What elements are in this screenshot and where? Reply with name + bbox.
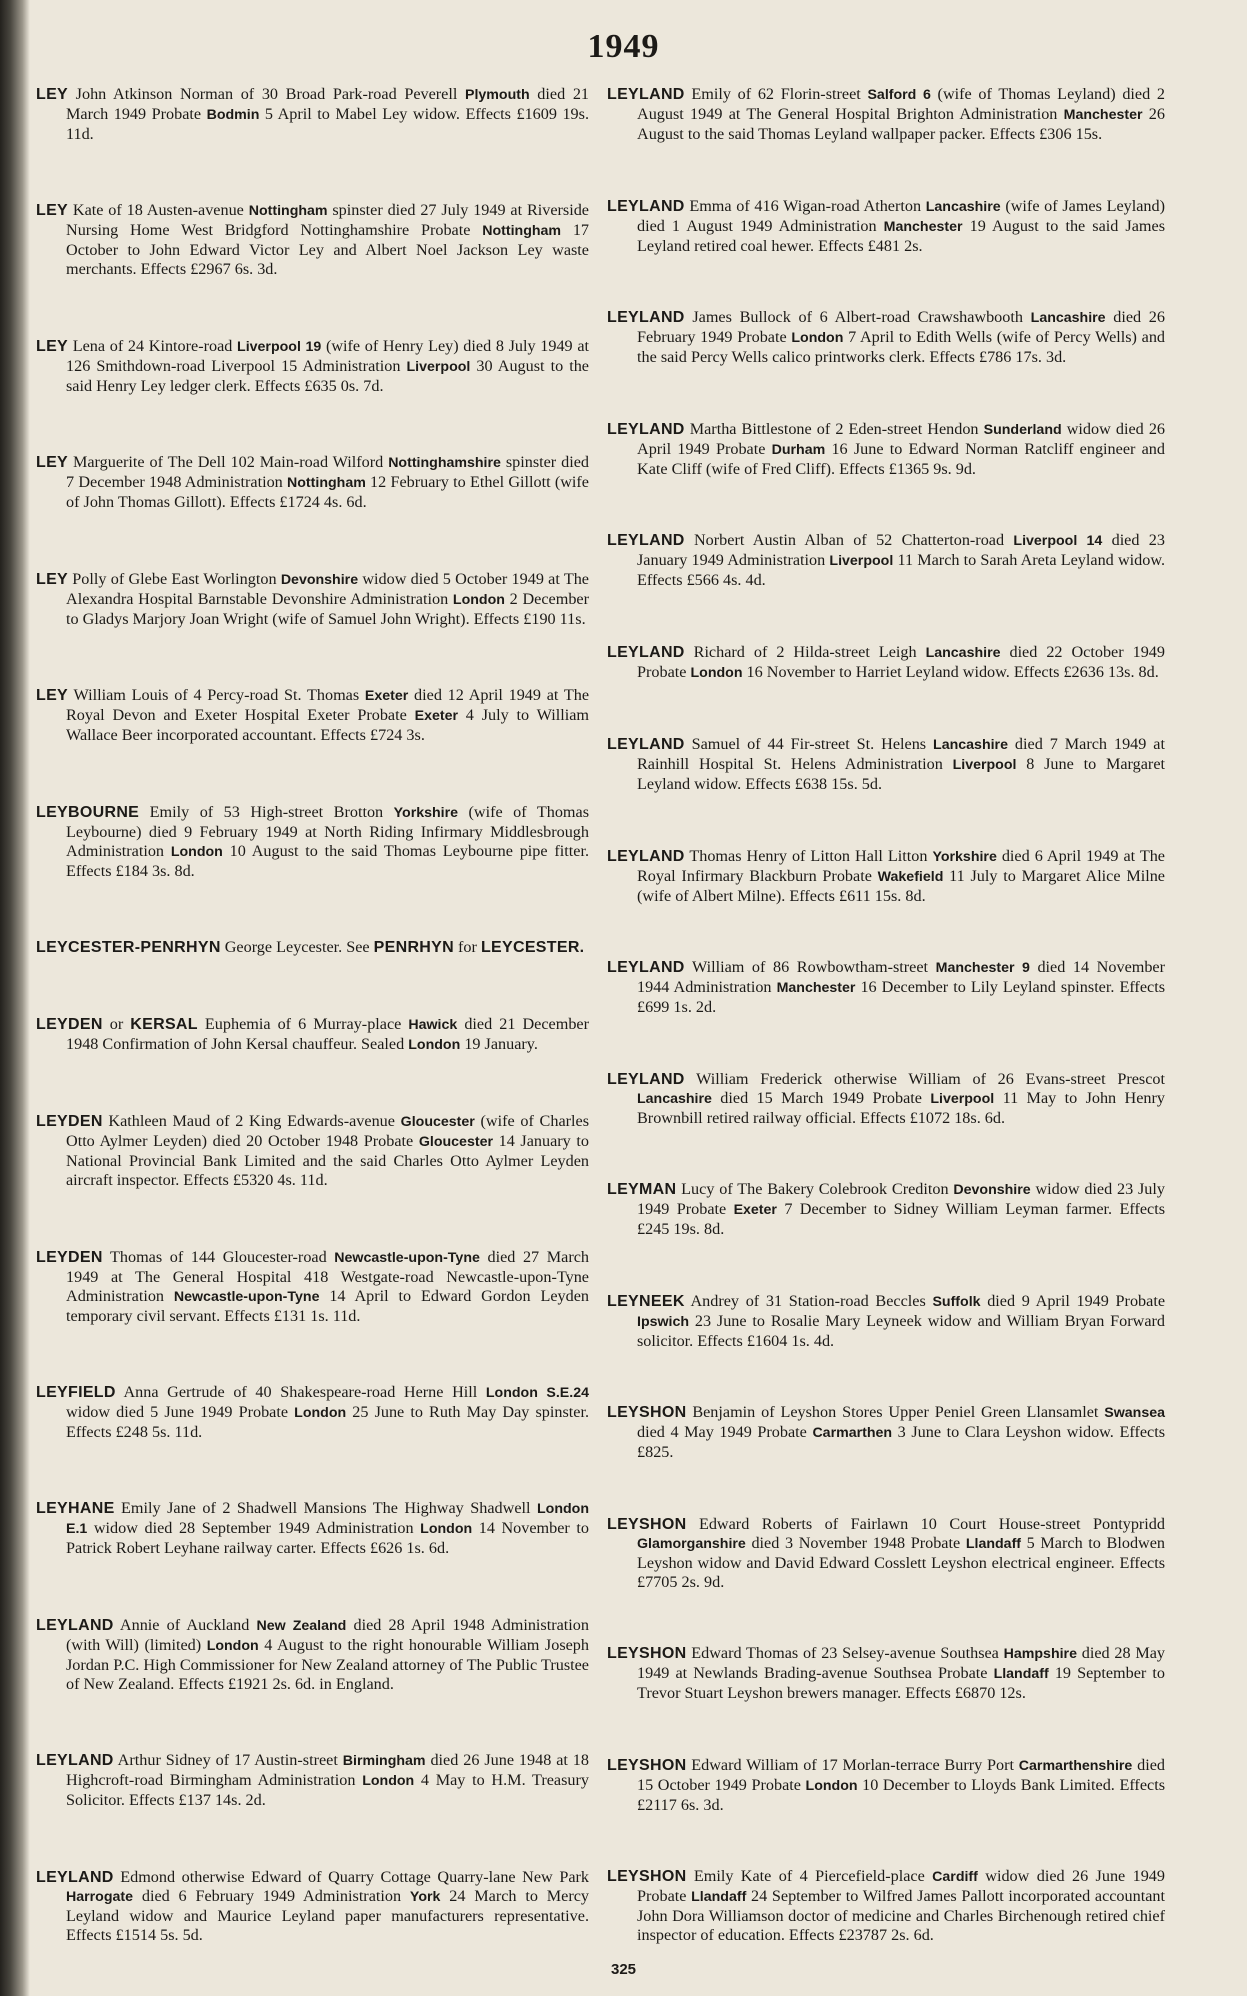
entry-text: Kate of 18 Austen-avenue [68,201,249,220]
entry-place: London [452,591,505,608]
entry-text: (wife of Henry Ley) died 8 July 1949 at 126 Smithdown-road Liverpool 15 Administration [66,336,590,375]
entry-text: Polly of Glebe East Worlington [68,569,281,588]
entry-text: widow died 26 June 1949 Probate [637,1867,1165,1905]
entry-place: Nottingham [287,475,366,492]
entry-surname: LEY [36,337,69,355]
entry-text: Norbert Austin Alban of 52 Chatterton-road [684,531,1014,549]
probate-entry [36,1616,589,1694]
entry-text: 12 February to Ethel Gillott (wife of John Thomas Gillott). Effects £1724 4s. 6d. [66,473,589,512]
entry-surname: LEYSHON [607,1868,687,1885]
entry-text: 17 October to John Edward Victor Ley and Albert Noel Jackson Ley waste merchants. Effects £2967 6s. 3d. [66,221,590,279]
entry-text: 7 April to Edith Wells (wife of Percy Wells) and the said Percy Wells calico printworks clerk. Effects £786 17s. 3d. [637,328,1166,366]
entry-surname: LEYLAND [607,1070,685,1088]
entry-text: or [102,1014,131,1033]
entry-text: Emily of 62 Florin-street [684,85,868,103]
probate-entry [36,337,589,396]
entry-text: 30 August to the said Henry Ley ledger clerk. Effects £635 0s. 7d. [66,356,589,395]
entry-surname: LEYDEN [36,1015,103,1033]
entry-surname: LEYLAND [36,1868,114,1886]
entry-text: 4 July to William Wallace Beer incorporated accountant. Effects £724 3s. [66,706,589,745]
entry-text: 11 March to Sarah Areta Leyland widow. Effects £566 4s. 4d. [637,551,1165,589]
entry-place: Liverpool [930,1090,995,1107]
entry-text: Emily of 53 High-street Brotton [139,802,394,821]
entry-text: 14 November to Patrick Robert Leyhane railway carter. Effects £626 1s. 6d. [66,1519,589,1558]
entry-surname: LEYLAND [607,197,685,215]
probate-entry [36,1868,589,1945]
probate-entry [607,735,1165,794]
probate-entry [36,686,589,745]
entry-text: William of 86 Rowbowtham-street [684,958,936,976]
probate-entry [607,1180,1165,1239]
entry-text: 8 June to Margaret Leyland widow. Effects £638 15s. 5d. [637,755,1165,793]
entry-place: Cardiff [932,1869,978,1885]
entry-text: Edward Thomas of 23 Selsey-avenue Southsea [686,1644,1004,1662]
entry-surname: LEYCESTER-PENRHYN [36,939,221,957]
entry-text: widow died 26 April 1949 Probate [637,419,1166,458]
entry-place: Yorkshire [932,848,997,865]
entry-text: widow died 5 June 1949 Probate [66,1402,295,1421]
entry-place: Liverpool 19 [237,338,322,355]
entry-place: Newcastle-upon-Tyne [334,1249,480,1266]
entry-text: died 15 October 1949 Probate [637,1755,1165,1794]
entry-place: Bodmin [206,107,260,123]
probate-entry [607,1867,1165,1945]
entry-place: Carmarthenshire [1018,1757,1133,1774]
entry-place: Liverpool [406,358,471,375]
entry-text: Emma of 416 Wigan-road Atherton [684,196,926,215]
entry-text: 19 September to Trevor Stuart Leyshon brewers manager. Effects £6870 12s. [637,1664,1165,1702]
entry-surname: LEYSHON [607,1515,687,1533]
entry-text: Lucy of The Bakery Colebrook Crediton [676,1180,954,1198]
entry-text: died 6 February 1949 Administration [133,1886,410,1905]
probate-entry [36,453,589,512]
entry-text: 16 November to Harriet Leyland widow. Effects £2636 13s. 8d. [742,662,1159,681]
entry-surname: LEYNEEK [607,1292,685,1310]
entry-text: died 6 April 1949 at The Royal Infirmary Blackburn Probate [637,846,1165,885]
entry-text: died 15 March 1949 Probate [711,1088,931,1107]
entry-surname: LEYLAND [607,309,685,326]
probate-entry [607,958,1165,1017]
entry-text: died 26 June 1948 at 18 Highcroft-road Birmingham Administration [66,1751,589,1790]
entry-surname: LEYLAND [607,86,685,103]
entry-text: Anna Gertrude of 40 Shakespeare-road Herne Hill [115,1382,486,1401]
entry-place: London [791,330,844,346]
entry-surname: LEYHANE [36,1500,115,1518]
entry-text: (wife of James Leyland) died 1 August 1949 Administration [637,196,1166,235]
entry-surname: LEYSHON [607,1645,687,1662]
entry-text: 24 September to Wilfred James Pallott incorporated accountant John Dora Williamson doctor of medicine and Charles Birchenough retired chief inspector of education. Effects £23787 2s. 6d. [637,1887,1165,1944]
entry-surname: LEY [36,86,69,103]
entry-place: Llandaff [691,1889,747,1905]
probate-entry [36,1499,589,1558]
entry-place: Glamorganshire [637,1535,746,1552]
probate-entry [36,1383,589,1442]
probate-entry [607,1756,1165,1815]
entry-place: Devonshire [953,1182,1031,1198]
entry-place: Nottingham [248,203,328,220]
entry-surname: LEY [36,687,69,705]
probate-entry [36,201,589,279]
entry-text: died 27 March 1949 at The General Hospital 418 Westgate-road Newcastle-upon-Tyne Administration [66,1247,589,1305]
entry-place: London [408,1036,461,1053]
entry-place: Hampshire [1003,1646,1077,1662]
probate-entry [607,1070,1165,1128]
entry-place: London [690,664,743,681]
entry-text: (wife of Charles Otto Aylmer Leyden) died 20 October 1948 Probate [66,1112,590,1151]
entry-text: William Frederick otherwise William of 26 Evans-street Prescot [684,1069,1165,1088]
entry-surname: LEYLAND [36,1752,114,1770]
entry-text: Edmond otherwise Edward of Quarry Cottage Quarry-lane New Park [113,1867,589,1886]
entry-place: Suffolk [932,1293,981,1310]
entry-surname: LEYDEN [36,1113,103,1131]
entry-text: William Louis of 4 Percy-road St. Thomas [68,686,365,705]
entry-text: Marguerite of The Dell 102 Main-road Wilford [68,453,389,472]
entry-text: died 9 April 1949 Probate [980,1291,1166,1310]
entry-surname: LEYSHON [607,1404,687,1421]
entry-text: 19 August to the said James Leyland retired coal hewer. Effects £481 2s. [637,216,1165,255]
entry-text: 5 March to Blodwen Leyshon widow and David Edward Cosslett Leyshon electrical engineer. Effects £7705 2s. 9d. [637,1533,1166,1591]
entry-text: Kathleen Maud of 2 King Edwards-avenue [102,1112,401,1131]
entry-place: Lancashire [925,198,1001,215]
entry-place: Newcastle-upon-Tyne [173,1288,320,1305]
entry-surname: LEYMAN [607,1181,677,1198]
entry-place: Liverpool [829,553,894,569]
entry-place: Llandaff [965,1535,1022,1552]
probate-entry [36,938,589,957]
entry-text: 4 August to the right honourable William Joseph Jordan P.C. High Commissioner for New Zealand attorney of The Public Trustee of New Zealand. Effects £1921 2s. 6d. in England. [66,1635,589,1693]
entry-place: Manchester [776,980,856,996]
entry-text: 11 July to Margaret Alice Milne (wife of Albert Milne). Effects £611 15s. 8d. [637,866,1165,905]
entry-text: Edward Roberts of Fairlawn 10 Court House-street Pontypridd [686,1514,1165,1533]
probate-entry [607,1403,1165,1462]
entry-text: died 23 January 1949 Administration [637,531,1165,569]
entry-place: London E.1 [66,1501,589,1538]
probate-entry [607,308,1165,367]
entry-place: Nottingham [482,223,562,240]
entry-place: London [805,1777,858,1794]
entry-place: Ipswich [637,1313,690,1330]
entry-text: 25 June to Ruth May Day spinster. Effects £248 5s. 11d. [66,1402,589,1441]
entry-text: died 7 March 1949 at Rainhill Hospital St. Helens Administration [637,735,1165,773]
probate-entry [607,85,1165,144]
entry-place: Llandaff [993,1666,1049,1682]
entry-place: Nottinghamshire [388,455,501,472]
entry-text: died 28 May 1949 at Newlands Brading-avenue Southsea Probate [637,1644,1165,1682]
entry-place: Salford 6 [867,87,931,103]
entry-text: 16 June to Edward Norman Ratcliff engineer and Kate Cliff (wife of Fred Cliff). Effects £1365 9s. 9d. [637,439,1165,478]
entry-text: died 14 November 1944 Administration [637,958,1166,996]
entry-text: 5 April to Mabel Ley widow. Effects £1609 19s. 11d. [66,105,589,143]
entry-surname: LEYBOURNE [36,803,140,821]
entry-surname: LEY [36,570,69,588]
page-year-heading: 1949 [587,28,660,65]
entry-place: Yorkshire [393,804,459,821]
entry-place: London [206,1637,259,1654]
book-spine-shadow [0,0,30,1996]
entry-text: 4 May to H.M. Treasury Solicitor. Effects £137 14s. 2d. [66,1771,589,1810]
probate-entry [607,1644,1165,1703]
entry-text: 11 May to John Henry Brownbill retired railway official. Effects £1072 18s. 6d. [637,1088,1165,1127]
probate-entry [607,643,1165,683]
entry-place: Sunderland [983,421,1062,438]
entry-place: London [362,1773,415,1790]
entry-surname: LEYFIELD [36,1383,116,1401]
entry-text: 7 December to Sidney William Leyman farmer. Effects £245 19s. 8d. [637,1200,1166,1238]
probate-entry [36,1248,589,1326]
entry-text: Emily Kate of 4 Piercefield-place [686,1867,933,1885]
probate-entry [36,85,589,144]
entry-text: George Leycester. See [220,938,374,957]
entry-place: Durham [771,441,826,458]
entry-surname: LEYDEN [36,1248,103,1266]
entry-place: Lancashire [637,1090,712,1107]
entry-place: London [170,843,223,860]
probate-entry [607,847,1165,906]
entry-text: 26 August to the said Thomas Leyland wallpaper packer. Effects £306 15s. [637,105,1165,143]
entry-text: Andrey of 31 Station-road Beccles [684,1291,933,1310]
entry-place: Manchester 9 [935,960,1030,976]
entry-surname: LEYLAND [607,532,685,549]
entry-place: Harrogate [66,1888,134,1905]
entry-place: Devonshire [280,571,359,588]
entry-text: 19 January. [460,1034,538,1053]
entry-text: James Bullock of 6 Albert-road Crawshawbooth [684,308,1031,326]
entry-place: Manchester [883,218,963,235]
entry-surname: PENRHYN [373,939,454,957]
entry-surname: KERSAL [130,1015,198,1033]
entry-text: Annie of Auckland [113,1615,257,1634]
entry-place: Lancashire [933,737,1008,753]
entry-text: 23 June to Rosalie Mary Leyneek widow and William Bryan Forward solicitor. Effects £1604 1s. 4d. [637,1311,1165,1350]
entry-text: (wife of Thomas Leybourne) died 9 February 1949 at North Riding Infirmary Middlesbrough Administration [66,802,589,860]
probate-entry [36,803,589,881]
entry-surname: LEYCESTER. [480,939,585,957]
entry-text: spinster died 7 December 1948 Administration [66,453,589,492]
entry-place: London S.E.24 [485,1384,589,1401]
entry-surname: LEY [36,454,69,472]
entry-text: Edward William of 17 Morlan-terrace Burry Port [686,1755,1019,1774]
entry-text: widow died 5 October 1949 at The Alexandra Hospital Barnstable Devonshire Administration [66,569,589,608]
probate-entry [607,1515,1165,1592]
entry-surname: LEYSHON [607,1756,687,1774]
entry-text: 14 April to Edward Gordon Leyden temporary civil servant. Effects £131 1s. 11d. [66,1286,590,1325]
entry-text: died 28 April 1948 Administration (with Will) (limited) [66,1615,589,1654]
entry-text: 10 December to Lloyds Bank Limited. Effects £2117 6s. 3d. [637,1775,1165,1814]
entry-surname: LEYLAND [607,643,685,661]
entry-surname: LEYLAND [36,1616,114,1634]
probate-entry [607,420,1165,479]
entry-text: died 22 October 1949 Probate [637,642,1165,681]
entry-surname: LEYLAND [607,736,685,753]
entry-surname: LEY [36,202,69,220]
entry-place: Wakefield [877,868,944,885]
entry-place: Lancashire [1030,310,1106,326]
entry-place: London [420,1521,473,1538]
entry-text: died 4 May 1949 Probate [637,1423,813,1441]
entry-place: Exeter [733,1202,777,1218]
entry-place: Exeter [364,688,409,705]
entry-place: Plymouth [465,87,530,103]
entry-place: London [294,1404,347,1421]
right-column [607,85,1165,1945]
entry-text: 3 June to Clara Leyshon widow. Effects £825. [637,1423,1165,1461]
entry-text: Lena of 24 Kintore-road [68,336,238,355]
entry-text: Arthur Sidney of 17 Austin-street [113,1751,343,1770]
page-number: 325 [610,1961,637,1978]
probate-entry [36,1112,589,1190]
entry-text: widow died 28 September 1949 Administration [87,1519,421,1538]
entry-text: 2 December to Gladys Marjory Joan Wright (wife of Samuel John Wright). Effects £190 11s. [66,589,589,628]
entry-place: Carmarthen [812,1425,893,1441]
entry-text: 16 December to Lily Leyland spinster. Effects £699 1s. 2d. [637,978,1165,1016]
entry-text: spinster died 27 July 1949 at Riverside Nursing Home West Bridgford Nottinghamshire Probate [66,201,589,240]
entry-surname: LEYLAND [607,847,685,865]
entry-text: John Atkinson Norman of 30 Broad Park-road Peverell [68,85,466,103]
entry-place: Liverpool 14 [1013,533,1103,549]
entry-place: Hawick [408,1016,458,1033]
probate-entry [36,1015,589,1055]
entry-text: Benjamin of Leyshon Stores Upper Peniel Green Llansamlet [686,1403,1105,1421]
probate-entry [607,197,1165,256]
entry-text: died 3 November 1948 Probate [745,1533,966,1552]
probate-entry [36,1751,589,1810]
entry-place: Gloucester [418,1134,493,1151]
entry-text: died 12 April 1949 at The Royal Devon and Exeter Hospital Exeter Probate [66,686,590,725]
entry-place: Lancashire [925,644,1001,661]
entry-text: Euphemia of 6 Murray-place [197,1014,409,1033]
probate-entry [607,531,1165,590]
entry-text: Martha Bittlestone of 2 Eden-street Hendon [684,419,984,438]
entry-surname: LEYLAND [607,420,685,438]
entry-text: (wife of Thomas Leyland) died 2 August 1949 at The General Hospital Brighton Administration [637,85,1165,123]
entry-text: Thomas of 144 Gloucester-road [102,1247,335,1266]
entry-text: died 21 March 1949 Probate [66,85,590,123]
entry-place: Swansea [1104,1405,1165,1421]
entry-text: Thomas Henry of Litton Hall Litton [684,846,933,865]
entry-text: died 21 December 1948 Confirmation of John Kersal chauffeur. Sealed [66,1014,589,1053]
entry-text: widow died 23 July 1949 Probate [637,1180,1165,1218]
entry-place: Manchester [1063,107,1143,123]
entry-text: Emily Jane of 2 Shadwell Mansions The Highway Shadwell [114,1499,537,1518]
probate-entry [36,570,589,629]
left-column [36,85,589,1945]
entry-text: 14 January to National Provincial Bank Limited and the said Charles Otto Aylmer Leyden aircraft inspector. Effects £5320 4s. 11d. [66,1132,590,1190]
entry-text: 10 August to the said Thomas Leybourne pipe fitter. Effects £184 3s. 8d. [66,841,589,880]
entry-place: Gloucester [400,1114,475,1131]
entry-place: New Zealand [256,1617,347,1634]
entry-text: Richard of 2 Hilda-street Leigh [684,642,926,661]
entry-place: York [409,1888,441,1905]
entry-place: Liverpool [952,757,1017,773]
entry-place: Birmingham [342,1753,426,1770]
entry-text: for [454,938,481,957]
entry-text: 24 March to Mercy Leyland widow and Maurice Leyland paper manufacturers representative. Effects £1514 5s. 5d. [66,1886,589,1944]
entry-text: Samuel of 44 Fir-street St. Helens [684,735,934,753]
probate-entry [607,1292,1165,1351]
entry-surname: LEYLAND [607,959,685,976]
entry-text: died 26 February 1949 Probate [637,308,1165,346]
entry-place: Exeter [414,708,458,725]
